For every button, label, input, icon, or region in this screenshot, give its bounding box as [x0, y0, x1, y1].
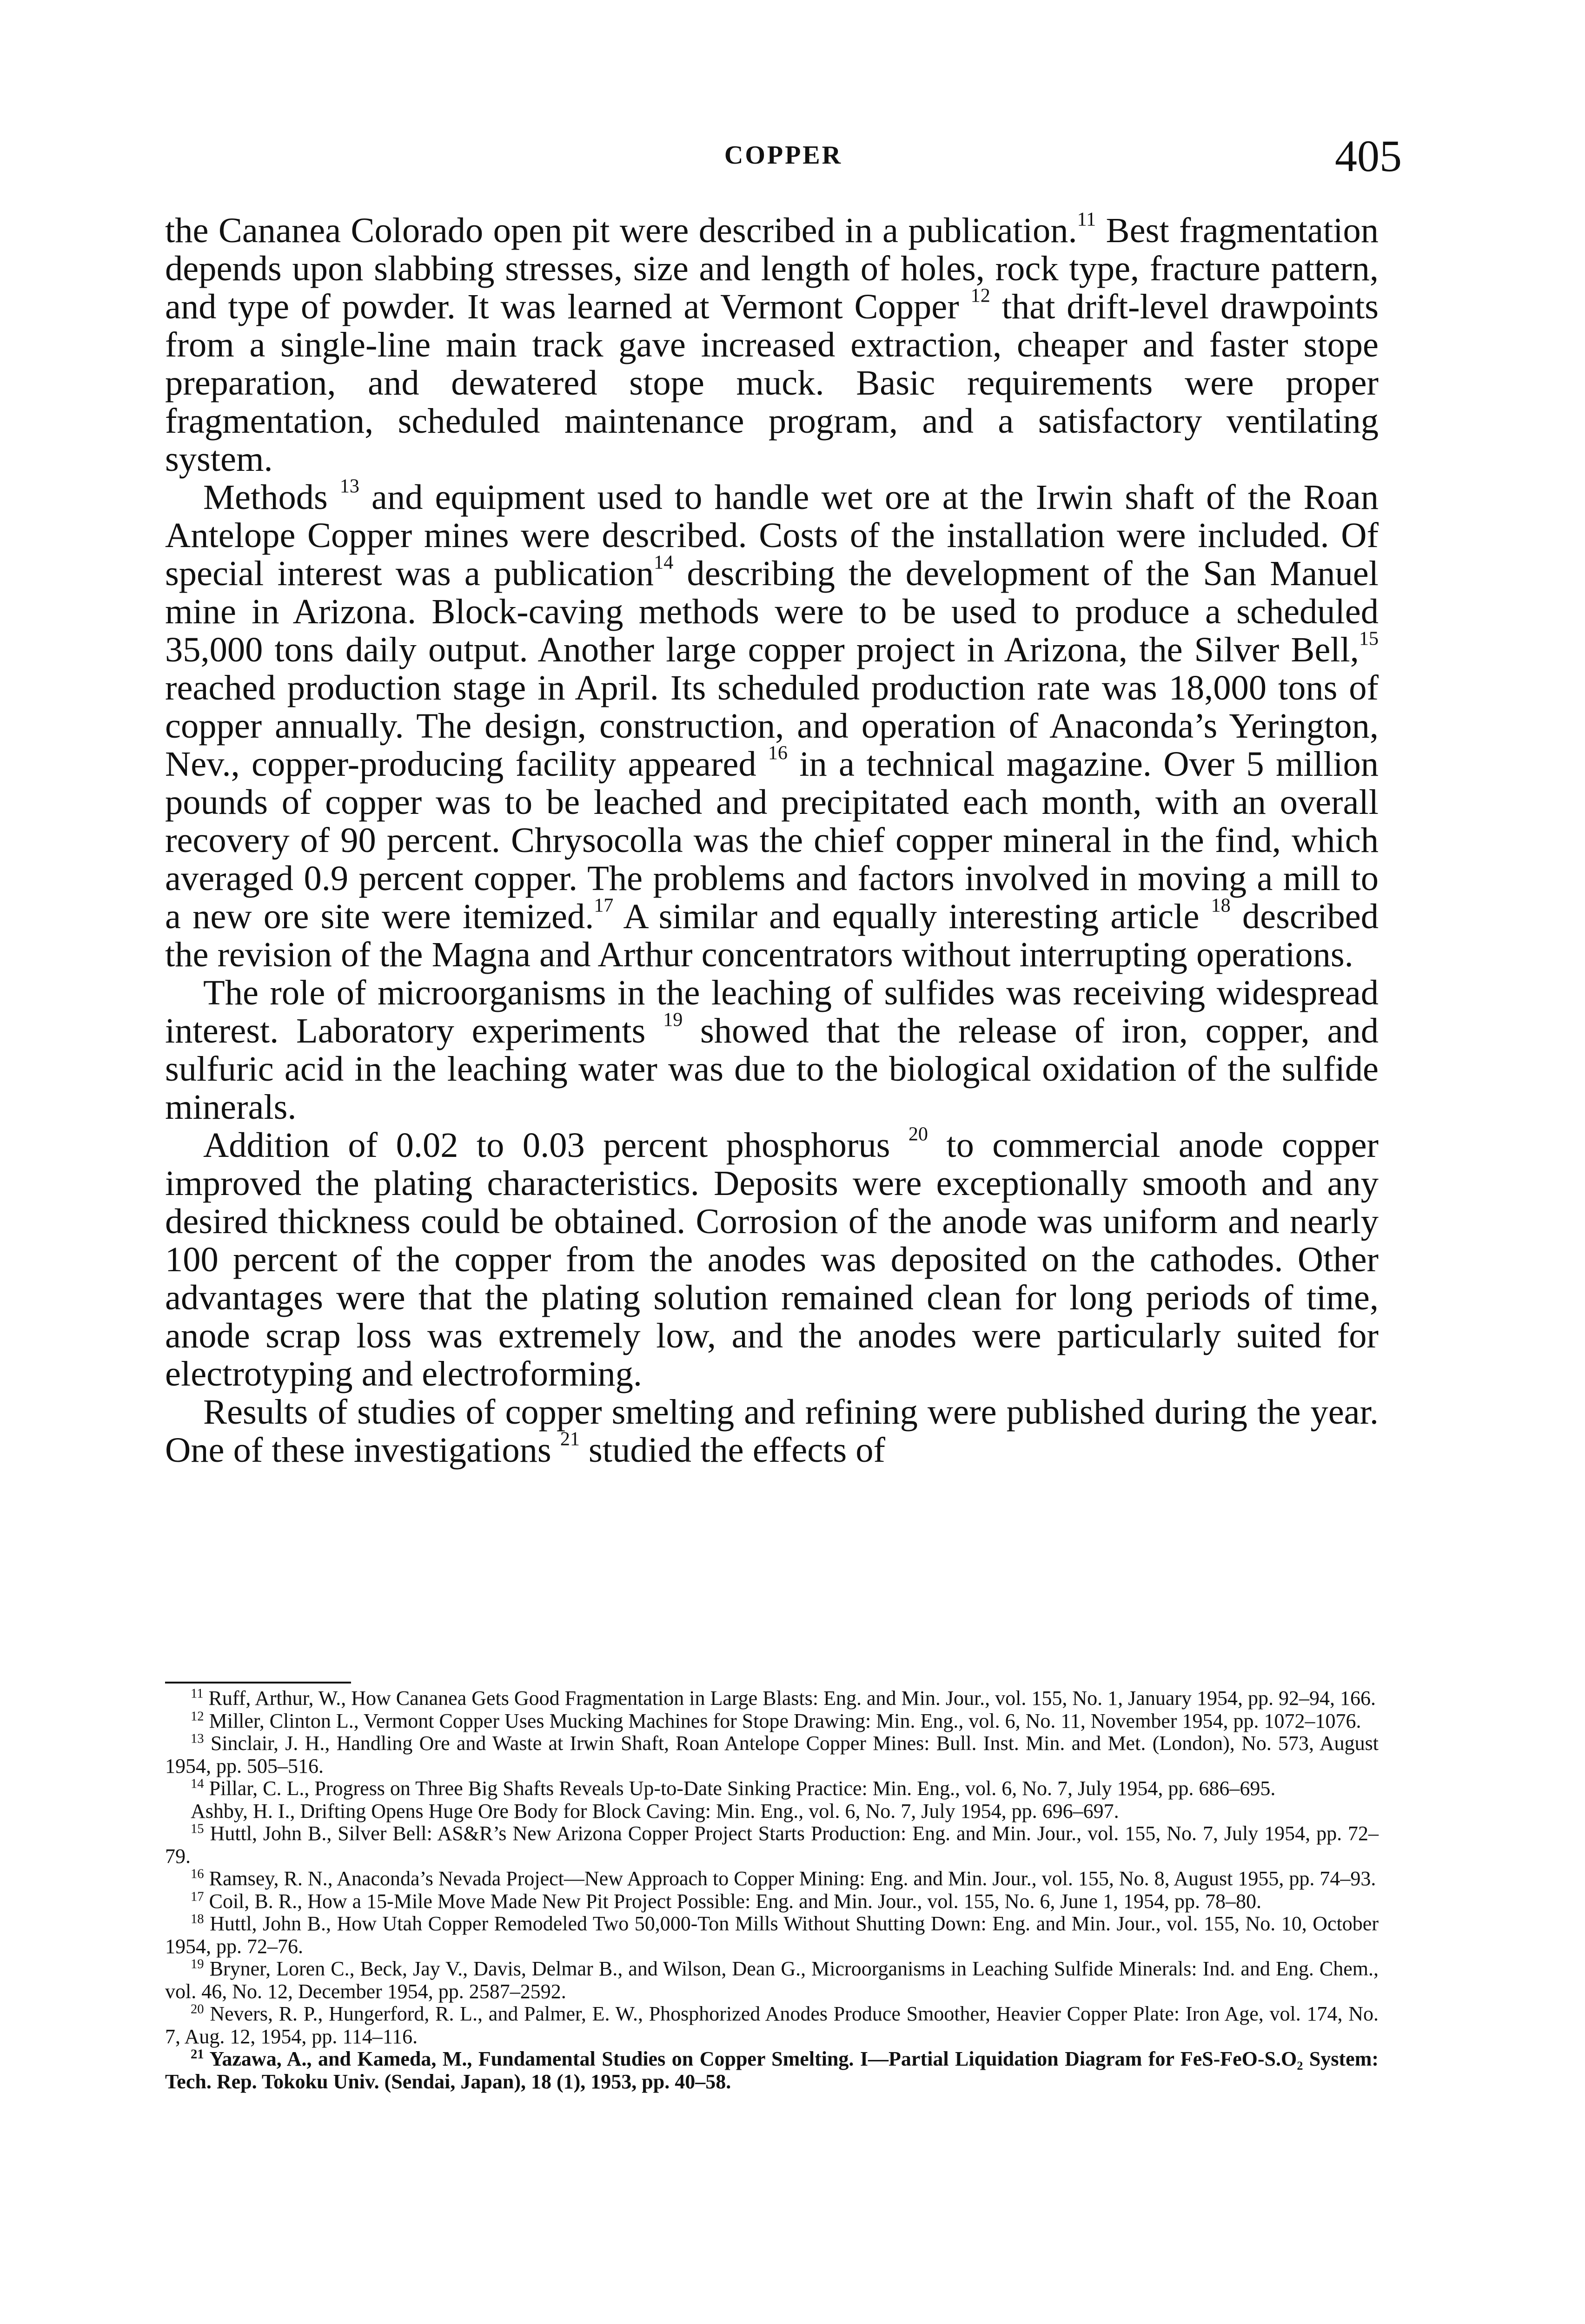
footnote-ref: 16 — [768, 742, 788, 764]
footnote-ref: 18 — [1211, 895, 1231, 917]
footnote — [165, 2003, 1379, 2048]
footnote-text: Nevers, R. P., Hungerford, R. L., and Palmer, E. W., Phosphorized Anodes Produce Smoother, Heavier Copper Plate: Iron Age, vol. 174, No. 7, Aug. 12, 1954, pp. 114–116. — [165, 2002, 1379, 2048]
footnote-number: 14 — [191, 1776, 204, 1791]
footnote — [165, 1687, 1379, 1710]
page-header — [165, 130, 1402, 181]
footnote-number: 13 — [191, 1731, 204, 1746]
text-run: A similar and equally interesting article — [613, 897, 1211, 936]
footnote-number: 20 — [191, 2002, 204, 2017]
footnote-ref: 19 — [663, 1009, 683, 1031]
footnote-text: Ramsey, R. N., Anaconda’s Nevada Project—New Approach to Copper Mining: Eng. and Min. Jour., vol. 155, No. 8, August 1955, pp. 74–93. — [209, 1867, 1376, 1890]
footnote-ref: 12 — [970, 285, 990, 307]
footnote-ref: 15 — [1359, 628, 1379, 650]
footnote-number: 18 — [191, 1912, 204, 1927]
text-run: to commercial anode copper improved the plating characteristics. Deposits were exceptionally smooth and any desired thickness could be obtained. Corrosion of the anode was uniform and nearly 100 percent of the copper from the anodes was deposited on the cathodes. Other advantages were that the plating solution remained clean for long periods of time, anode scrap loss was extremely low, and the anodes were particularly suited for electrotyping and electroforming. — [165, 1125, 1379, 1393]
text-run: studied the effects of — [579, 1430, 886, 1470]
footnote-ref: 21 — [560, 1428, 580, 1450]
text-run: showed that the release of iron, copper, and sulfuric acid in the leaching water was due to the biological oxidation of the sulfide minerals. — [165, 1011, 1379, 1127]
footnote-text: Pillar, C. L., Progress on Three Big Shafts Reveals Up-to-Date Sinking Practice: Min. Eng., vol. 6, No. 7, July 1954, pp. 686–695. — [209, 1777, 1276, 1800]
paragraph — [165, 211, 1379, 478]
text-run: reached production stage in April. Its scheduled production rate was 18,000 tons of copper annually. The design, construction, and operation of Anaconda’s Yerington, Nev., copper-producing facility appeared — [165, 668, 1379, 784]
footnote — [165, 1868, 1379, 1890]
footnote-ref: 17 — [594, 895, 614, 917]
text-run: describing the development of the San Manuel mine in Arizona. Block-caving methods were to be used to produce a scheduled 35,000 tons daily output. Another large copper project in Arizona, the Silver Bell, — [165, 554, 1379, 669]
footnote-text: Huttl, John B., How Utah Copper Remodeled Two 50,000-Ton Mills Without Shutting Down: Eng. and Min. Jour., vol. 155, No. 10, October 1954, pp. 72–76. — [165, 1912, 1379, 1958]
body-text — [165, 211, 1379, 1469]
text-run: Results of studies of copper smelting and refining were published during the year. One of these investigations — [165, 1392, 1379, 1470]
text-run: The role of microorganisms in the leaching of sulfides was receiving widespread interest. Laboratory experiments — [165, 973, 1379, 1050]
paragraph — [165, 1123, 1379, 1393]
text-run: described the revision of the Magna and Arthur concentrators without interrupting operations. — [165, 897, 1379, 974]
footnote — [165, 2048, 1379, 2093]
footnote-text: Ruff, Arthur, W., How Cananea Gets Good Fragmentation in Large Blasts: Eng. and Min. Jour., vol. 155, No. 1, January 1954, pp. 92–94, 166. — [208, 1687, 1376, 1710]
paragraph — [165, 475, 1379, 974]
text-run: that drift-level drawpoints from a single-line main track gave increased extraction, cheaper and faster stope preparation, and dewatered stope muck. Basic requirements were proper fragmentation, scheduled maintenance program, and a satisfactory ventilating system. — [165, 287, 1379, 479]
paragraph — [165, 974, 1379, 1126]
footnote-ref: 11 — [1077, 209, 1096, 231]
footnote-rule — [165, 1682, 351, 1684]
footnote — [165, 1710, 1379, 1733]
footnote-number: 19 — [191, 1957, 204, 1972]
running-title: COPPER — [724, 141, 843, 170]
text-run: in a technical magazine. Over 5 million pounds of copper was to be leached and precipitated each month, with an overall recovery of 90 percent. Chrysocolla was the chief copper mineral in the find, which averaged 0.9 percent copper. The problems and factors involved in moving a mill to a new ore site were itemized. — [165, 744, 1379, 936]
footnote-number: 15 — [191, 1822, 204, 1836]
footnote-number: 17 — [191, 1889, 204, 1904]
footnote-number: 11 — [191, 1686, 204, 1701]
footnote-text: Coil, B. R., How a 15-Mile Move Made New Pit Project Possible: Eng. and Min. Jour., vol. 155, No. 6, June 1, 1954, pp. 78–80. — [209, 1889, 1262, 1913]
footnote-text: Ashby, H. I., Drifting Opens Huge Ore Body for Block Caving: Min. Eng., vol. 6, No. 7, July 1954, pp. 696–697. — [191, 1799, 1119, 1822]
footnote-number: 21 — [191, 2047, 204, 2062]
page-number: 405 — [1335, 131, 1402, 181]
footnote — [165, 1777, 1379, 1800]
footnote — [165, 1913, 1379, 1958]
footnote — [165, 1890, 1379, 1913]
footnote-text: Bryner, Loren C., Beck, Jay V., Davis, Delmar B., and Wilson, Dean G., Microorganisms in Leaching Sulfide Minerals: Ind. and Eng. Chem., vol. 46, No. 12, December 1954, pp. 2587–2592. — [165, 1957, 1379, 2003]
text-run: Addition of 0.02 to 0.03 percent phosphorus — [203, 1125, 909, 1165]
footnote-text: Yazawa, A., and Kameda, M., Fundamental Studies on Copper Smelting. I—Partial Liquidation Diagram for FeS-FeO-S.O₂ System: Tech. Rep. Tokoku Univ. (Sendai, Japan), 18 (1), 1953, pp. 40–58. — [165, 2047, 1379, 2093]
footnote-text: Miller, Clinton L., Vermont Copper Uses Mucking Machines for Stope Drawing: Min. Eng., vol. 6, No. 11, November 1954, pp. 1072–1076. — [209, 1709, 1361, 1732]
footnote — [165, 1800, 1379, 1823]
footnote — [165, 1822, 1379, 1868]
footnote-ref: 20 — [908, 1123, 928, 1145]
text-run: Methods — [203, 477, 340, 517]
footnote-number: 16 — [191, 1867, 204, 1882]
footnote-text: Huttl, John B., Silver Bell: AS&R’s New Arizona Copper Project Starts Production: Eng. and Min. Jour., vol. 155, No. 7, July 1954, pp. 72–79. — [165, 1822, 1379, 1868]
footnote — [165, 1958, 1379, 2003]
text-run: the Cananea Colorado open pit were described in a publication. — [165, 211, 1077, 250]
footnote-text: Sinclair, J. H., Handling Ore and Waste at Irwin Shaft, Roan Antelope Copper Mines: Bull. Inst. Min. and Met. (London), No. 573, August 1954, pp. 505–516. — [165, 1732, 1379, 1777]
footnote-ref: 13 — [339, 475, 359, 497]
footnote-ref: 14 — [654, 552, 674, 574]
paragraph — [165, 1393, 1379, 1469]
footnote-number: 12 — [191, 1709, 204, 1723]
text-run: and equipment used to handle wet ore at the Irwin shaft of the Roan Antelope Copper mines were described. Costs of the installation were included. Of special interest was a publication — [165, 477, 1379, 593]
footnotes — [165, 1687, 1379, 2093]
footnote — [165, 1732, 1379, 1777]
text-run: Best fragmentation depends upon slabbing stresses, size and length of holes, rock type, fracture pattern, and type of powder. It was learned at Vermont Copper — [165, 211, 1379, 326]
